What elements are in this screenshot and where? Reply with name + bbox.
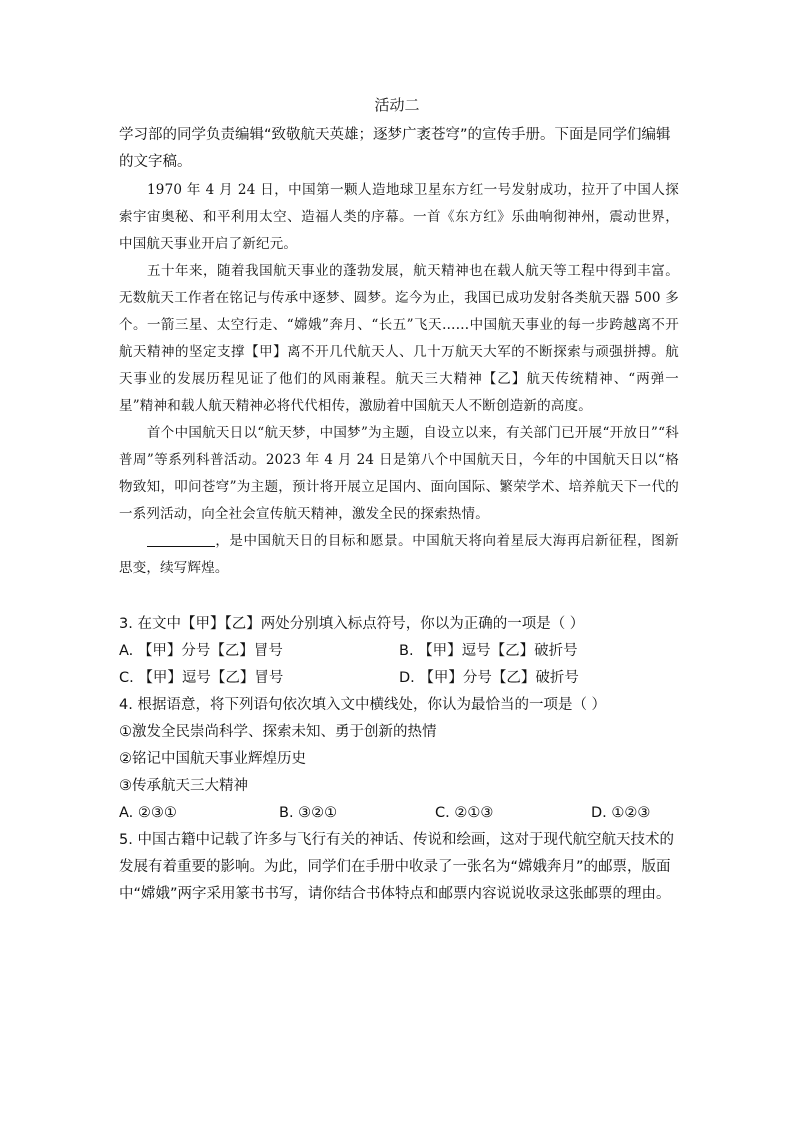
question-4-option-d[interactable]: D. ①②③ [591, 805, 651, 821]
question-3-option-d[interactable]: D. 【甲】分号【乙】破折号 [399, 670, 579, 686]
question-4-sentence-3: ③传承航天三大精神 [119, 778, 248, 794]
question-3-options-row-1 [119, 638, 679, 665]
fill-blank-line [147, 532, 215, 547]
passage-paragraph-2: 五十年来，随着我国航天事业的蓬勃发展，航天精神也在载人航天等工程中得到丰富。无数航天工作者在铭记与传承中逐梦、圆梦。迄今为止，我国已成功发射各类航天器 500 多个。一箭三星、太空行走、“嫦娥”奔月、“长五”飞天……中国航天事业的每一步跨越离不开航天精神的坚定支撑【甲】离不开几代航天人、几十万航天大军的不断探索与顽强拼搏。航天事业的发展历程见证了他们的风雨兼程。航天三大精神【乙】航天传统精神、“两弹一星”精神和载人航天精神必将代代相传，激励着中国航天人不断创造新的高度。 [119, 263, 679, 414]
passage-paragraph-3: 首个中国航天日以“航天梦，中国梦”为主题，自设立以来，有关部门已开展“开放日”“科普周”等系列科普活动。2023 年 4 月 24 日是第八个中国航天日，今年的中国航天日以“格物致知，叩问苍穹”为主题，预计将开展立足国内、面向国际、繁荣学术、培养航天下一代的一系列活动，向全社会宣传航天精神，激发全民的探索热情。 [119, 425, 679, 522]
question-4-sentence-1: ①激发全民崇尚科学、探索未知、勇于创新的热情 [119, 724, 437, 740]
question-4-option-a[interactable]: A. ②③① [119, 805, 177, 821]
question-4-option-b[interactable]: B. ③②① [279, 805, 338, 821]
questions [119, 611, 679, 908]
page-title: 活动二 [374, 96, 420, 114]
question-3-stem: 3. 在文中【甲】【乙】两处分别填入标点符号，你以为正确的一项是（ ） [119, 616, 585, 632]
passage-paragraph-4-text: ，是中国航天日的目标和愿景。中国航天将向着星辰大海再启新征程，图新思变，续写辉煌。 [119, 533, 679, 576]
question-4-stem: 4. 根据语意，将下列语句依次填入文中横线处，你认为最恰当的一项是（ ） [119, 697, 607, 713]
question-3-options-row-2 [119, 665, 679, 692]
passage-paragraph-4 [119, 528, 679, 582]
question-4-sentence-2: ②铭记中国航天事业辉煌历史 [119, 751, 306, 767]
intro-text: 学习部的同学负责编辑“致敬航天英雄；逐梦广袤苍穹”的宣传手册。下面是同学们编辑的文字稿。 [119, 127, 671, 170]
question-4-option-c[interactable]: C. ②①③ [435, 805, 494, 821]
question-4-options [119, 800, 679, 827]
question-3-option-a[interactable]: A. 【甲】分号【乙】冒号 [119, 643, 283, 659]
passage [119, 177, 679, 582]
question-5-stem: 5. 中国古籍中记载了许多与飞行有关的神话、传说和绘画，这对于现代航空航天技术的发展有着重要的影响。为此，同学们在手册中收录了一张名为“嫦娥奔月”的邮票，版面中“嫦娥”两字采用篆书书写，请你结合书体特点和邮票内容说说收录这张邮票的理由。 [119, 832, 674, 902]
question-3-option-b[interactable]: B. 【甲】逗号【乙】破折号 [399, 643, 578, 659]
passage-paragraph-1: 1970 年 4 月 24 日，中国第一颗人造地球卫星东方红一号发射成功，拉开了中国人探索宇宙奥秘、和平利用太空、造福人类的序幕。一首《东方红》乐曲响彻神州，震动世界，中国航天事业开启了新纪元。 [119, 182, 679, 252]
question-3-option-c[interactable]: C. 【甲】逗号【乙】冒号 [119, 670, 284, 686]
